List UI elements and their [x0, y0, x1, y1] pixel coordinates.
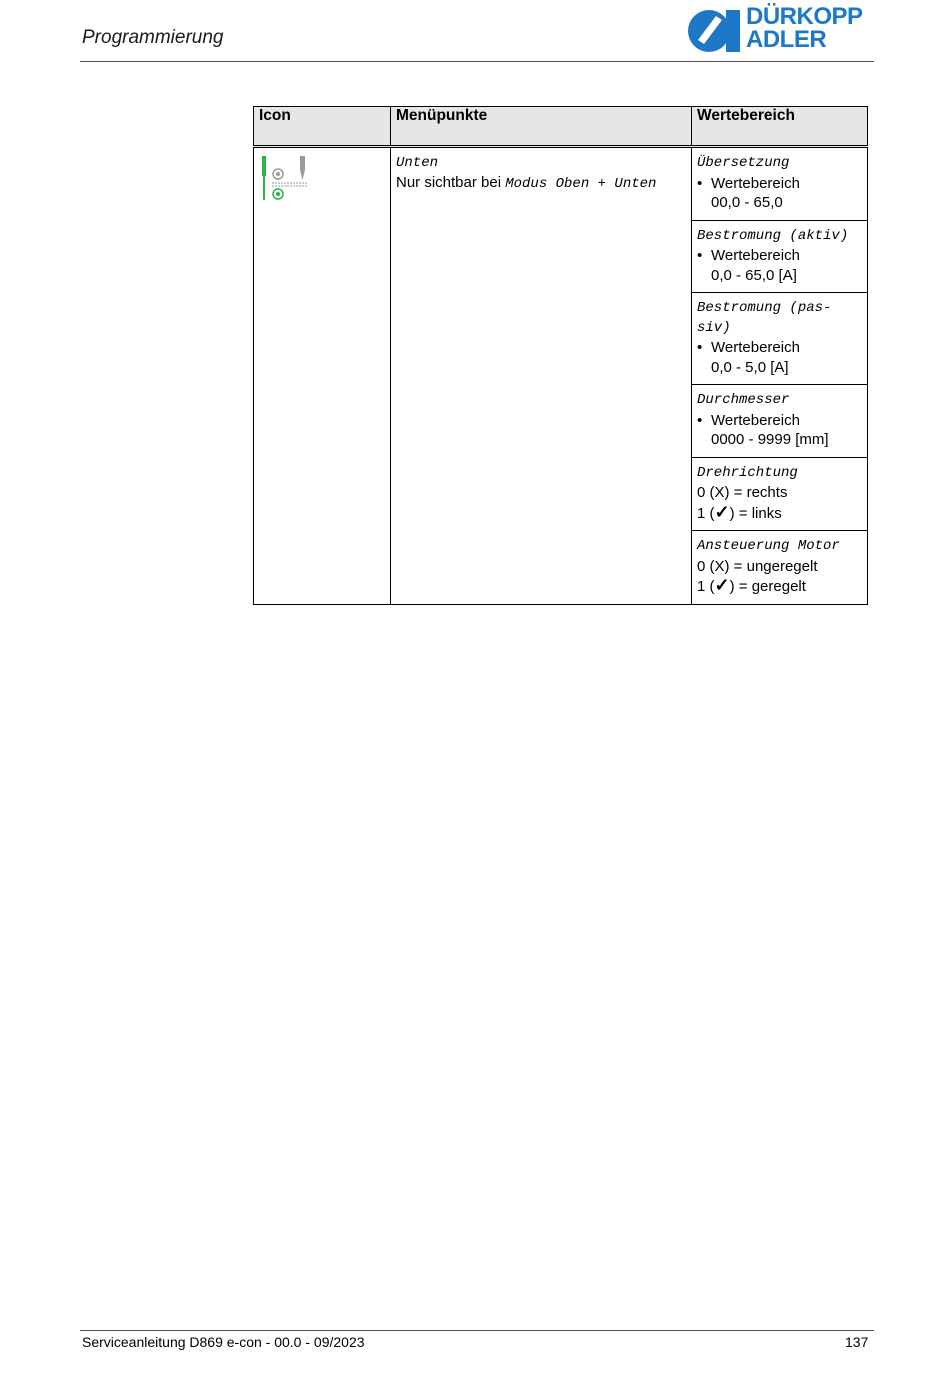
parameter-name: Drehrichtung — [697, 464, 798, 481]
column-header-value-range: Wertebereich — [692, 107, 868, 147]
column-header-menu-items: Menüpunkte — [391, 107, 692, 147]
logo-line-1: DÜRKOPP — [746, 3, 863, 30]
footer-document-title: Serviceanleitung D869 e-con - 00.0 - 09/2023 — [82, 1334, 365, 1350]
checkmark-icon: ✓ — [714, 501, 730, 522]
parameter-name: Übersetzung — [697, 155, 790, 171]
parameter-name: Durchmesser — [697, 392, 790, 408]
parameter-name-cont: siv) — [697, 319, 731, 336]
lower-needle-position-icon — [258, 154, 308, 204]
parameter-name: Bestromung (pas- — [697, 300, 832, 316]
checkmark-icon: ✓ — [714, 575, 730, 595]
value-range: 00,0 - 65,0 — [711, 194, 783, 211]
list-item: • Wertebereich — [697, 411, 800, 429]
list-item: • Wertebereich — [697, 339, 800, 356]
option-line-1: 1 (✓) = links — [697, 501, 782, 522]
menu-item-title: Unten — [396, 155, 439, 171]
parameter-name: Bestromung (aktiv) — [697, 227, 849, 244]
option-line-1: 1 (✓) = geregelt — [697, 575, 806, 595]
visibility-note-text: Nur sichtbar bei — [396, 174, 506, 191]
menu-item-cell — [391, 147, 692, 605]
icon-cell — [254, 147, 391, 605]
column-header-icon: Icon — [254, 107, 391, 147]
list-item: • Wertebereich — [697, 174, 800, 192]
value-cell-durchmesser — [692, 385, 868, 458]
menu-item-visibility-note — [396, 173, 686, 194]
table-row — [254, 147, 868, 221]
logo-wordmark — [746, 3, 863, 53]
logo-mark-icon — [686, 8, 744, 54]
value-cell-bestromung-aktiv — [692, 220, 868, 293]
table-header-row — [254, 107, 868, 147]
value-cell-drehrichtung — [692, 457, 868, 531]
value-cell-uebersetzung — [692, 147, 868, 221]
parameter-name: Ansteuerung Motor — [697, 538, 840, 554]
value-range: 0,0 - 5,0 [A] — [711, 358, 789, 376]
option-line-0: 0 (X) = rechts — [697, 484, 788, 501]
list-item: • Wertebereich — [697, 247, 800, 264]
value-cell-bestromung-passiv — [692, 293, 868, 385]
visibility-note-mode: Modus Oben + Unten — [505, 176, 657, 192]
menu-parameter-table — [253, 106, 868, 605]
page-header-title: Programmierung — [82, 27, 224, 48]
value-range: 0000 - 9999 [mm] — [711, 431, 829, 448]
duerkopp-adler-logo — [686, 3, 876, 54]
footer-page-number: 137 — [845, 1334, 869, 1350]
value-range: 0,0 - 65,0 [A] — [711, 266, 797, 284]
option-line-0: 0 (X) = ungeregelt — [697, 557, 818, 575]
value-cell-ansteuerung-motor — [692, 531, 868, 605]
header-divider — [80, 61, 874, 62]
footer-divider — [80, 1330, 874, 1331]
logo-line-2: ADLER — [746, 26, 827, 53]
